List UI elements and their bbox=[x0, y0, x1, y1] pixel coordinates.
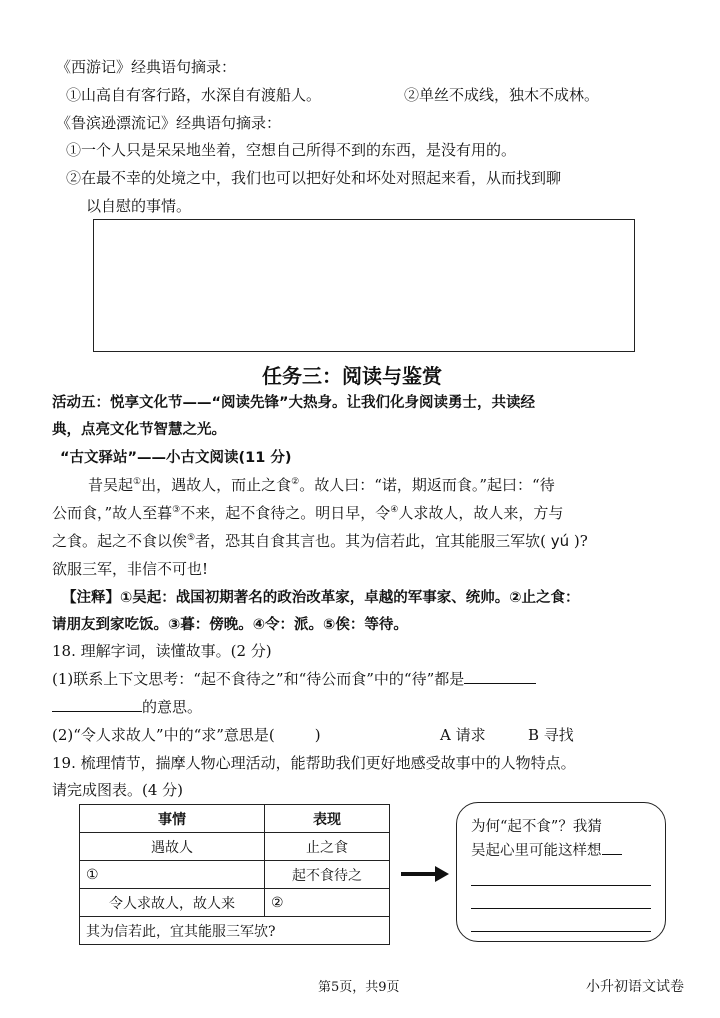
q19-line-1: 19. 梳理情节，揣摩人物心理活动，能帮助我们更好地感受故事中的人物特点。 bbox=[52, 754, 576, 772]
answer-box[interactable] bbox=[93, 219, 635, 352]
table-cell-blank-1[interactable]: ① bbox=[80, 861, 265, 889]
note-ref-4: ④ bbox=[390, 505, 399, 515]
table-footer-cell: 其为信若此，宜其能服三军欤? bbox=[80, 917, 390, 945]
q18-part-1: (1)联系上下文思考：“起不食待之”和“待公而食”中的“待”都是 bbox=[52, 668, 536, 689]
pinyin: yú bbox=[545, 532, 574, 550]
task-title: 任务三：阅读与鉴赏 bbox=[262, 364, 442, 388]
passage-line-2: 公而食，”故人至暮③不来，起不食待之。明日早，令④人求故人，故人来，方与 bbox=[52, 504, 564, 522]
passage-line-3: 之食。起之不食以俟⑤者，恐其自食其言也。其为信若此，宜其能服三军欤( yú )? bbox=[52, 532, 588, 550]
passage-line-4: 欲服三军，非信不可也! bbox=[52, 560, 209, 578]
bubble-line-1: 为何“起不食”？我猜 bbox=[471, 819, 602, 835]
q18-part-1-cont: 的意思。 bbox=[52, 696, 202, 717]
table-cell: 起不食待之 bbox=[265, 861, 390, 889]
thought-bubble bbox=[456, 802, 666, 942]
q18-blank-1b[interactable] bbox=[52, 711, 142, 712]
bubble-answer-line-3[interactable] bbox=[471, 931, 651, 932]
q18-option-b: B 寻找 bbox=[528, 726, 574, 744]
note-ref-3: ③ bbox=[172, 505, 181, 515]
notes-line-1: 【注释】①吴起：战国初期著名的政治改革家，卓越的军事家、统帅。②止之食： bbox=[62, 590, 580, 606]
activity-line-1: 活动五：悦享文化节——“阅读先锋”大热身。让我们化身阅读勇士，共读经 bbox=[52, 395, 536, 411]
activity-line-2: 典，点亮文化节智慧之光。 bbox=[52, 422, 226, 438]
table-row bbox=[80, 861, 390, 889]
note-ref-2: ② bbox=[291, 477, 300, 487]
table-cell: 遇故人 bbox=[80, 833, 265, 861]
bubble-line-2: 吴起心里可能这样想 bbox=[471, 839, 651, 863]
right-arrow-icon bbox=[401, 864, 451, 884]
bubble-answer-line-1[interactable] bbox=[471, 885, 651, 886]
table-header-behavior: 表现 bbox=[265, 805, 390, 833]
table-row bbox=[80, 833, 390, 861]
exam-name: 小升初语文试卷 bbox=[586, 979, 684, 995]
lubinxun-quote-2a: ②在最不幸的处境之中，我们也可以把好处和坏处对照起来看，从而找到聊 bbox=[66, 169, 562, 187]
q18-blank-1a[interactable] bbox=[464, 683, 536, 684]
q18-part-2: (2)“令人求故人”中的“求”意思是( ) bbox=[52, 726, 321, 744]
page-number: 第5页，共9页 bbox=[318, 980, 400, 995]
passage-line-1: 昔吴起①出，遇故人，而止之食②。故人曰：“诺，期返而食。”起曰：“待 bbox=[88, 476, 555, 494]
plot-table bbox=[79, 804, 390, 945]
note-ref-5: ⑤ bbox=[187, 533, 196, 543]
q18-heading: 18. 理解字词，读懂故事。(2 分) bbox=[52, 642, 272, 660]
xiyouji-quote-1: ①山高自有客行路，水深自有渡船人。 bbox=[66, 86, 322, 104]
note-ref-1: ① bbox=[133, 477, 142, 487]
q19-line-2: 请完成图表。(4 分) bbox=[52, 781, 184, 799]
table-header-event: 事情 bbox=[80, 805, 265, 833]
section-title: “古文驿站”——小古文阅读(11 分) bbox=[60, 450, 292, 466]
bubble-answer-line-2[interactable] bbox=[471, 908, 651, 909]
xiyouji-heading: 《西游记》经典语句摘录： bbox=[56, 58, 237, 76]
lubinxun-quote-2b: 以自慰的事情。 bbox=[86, 197, 192, 215]
lubinxun-heading: 《鲁滨逊漂流记》经典语句摘录： bbox=[56, 114, 282, 132]
lubinxun-quote-1: ①一个人只是呆呆地坐着，空想自己所得不到的东西，是没有用的。 bbox=[66, 141, 517, 159]
table-row bbox=[80, 917, 390, 945]
q18-option-a: A 请求 bbox=[440, 726, 486, 744]
table-cell: 止之食 bbox=[265, 833, 390, 861]
table-cell: 令人求故人，故人来 bbox=[80, 889, 265, 917]
table-row bbox=[80, 889, 390, 917]
table-cell-blank-2[interactable]: ② bbox=[265, 889, 390, 917]
notes-line-2: 请朋友到家吃饭。③暮：傍晚。④令：派。⑤俟：等待。 bbox=[52, 617, 408, 633]
xiyouji-quote-2: ②单丝不成线，独木不成林。 bbox=[404, 86, 600, 104]
